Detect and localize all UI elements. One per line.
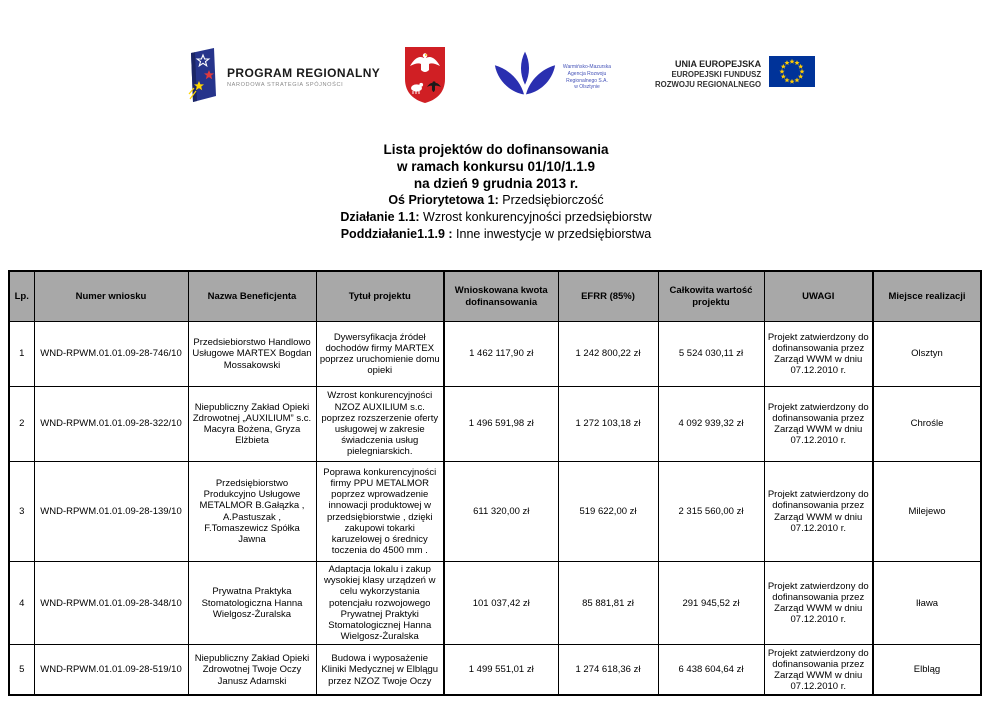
program-regionalny-title: PROGRAM REGIONALNY <box>227 65 381 80</box>
cell-efrr: 1 274 618,36 zł <box>558 645 658 696</box>
table-row <box>9 387 981 462</box>
cell-lp: 2 <box>9 387 34 462</box>
cell-nazwa-beneficjenta: Przedsiębiorstwo Produkcyjno Usługowe METALMOR B.Gałązka , A.Pastuszak , F.Tomaszewicz Spółka Jawna <box>188 462 316 562</box>
wmarr-line1: Warmińsko-Mazurska <box>562 64 612 70</box>
cell-calkowita-wartosc: 5 524 030,11 zł <box>658 322 764 387</box>
program-regionalny-subtitle: NARODOWA STRATEGIA SPÓJNOŚCI <box>227 82 344 89</box>
title-line-4 <box>0 192 992 209</box>
cell-numer-wniosku: WND-RPWM.01.01.09-28-322/10 <box>34 387 188 462</box>
cell-efrr: 519 622,00 zł <box>558 462 658 562</box>
cell-uwagi: Projekt zatwierdzony do dofinansowania przez Zarząd WWM w dniu 07.12.2010 r. <box>764 645 873 696</box>
dzialanie-value: Wzrost konkurencyjności przedsiębiorstw <box>419 210 652 224</box>
cell-calkowita-wartosc: 2 315 560,00 zł <box>658 462 764 562</box>
table-header-row <box>9 271 981 322</box>
eu-line1: UNIA EUROPEJSKA <box>674 58 762 69</box>
cell-lp: 3 <box>9 462 34 562</box>
wmarr-text <box>561 64 613 91</box>
cell-nazwa-beneficjenta: Niepubliczny Zakład Opieki Zdrowotnej Twoje Oczy Janusz Adamski <box>188 645 316 696</box>
cell-miejsce-realizacji: Iława <box>873 562 981 645</box>
title-line-2: w ramach konkursu 01/10/1.1.9 <box>396 159 596 174</box>
poddzialanie-value: Inne inwestycje w przedsiębiorstwa <box>452 227 652 241</box>
column-header-uwagi: UWAGI <box>764 271 873 322</box>
cell-tytul-projektu: Wzrost konkurencyjności NZOZ AUXILIUM s.c. poprzez rozszerzenie oferty usługowej w zakresie świadczenia usług pielegniarskich. <box>316 387 444 462</box>
table-row <box>9 462 981 562</box>
wmarr-leaf-icon <box>491 50 559 105</box>
eu-line3: ROZWOJU REGIONALNEGO <box>655 79 762 89</box>
eu-text <box>655 59 761 90</box>
poddzialanie-label: Poddziałanie1.1.9 : <box>340 227 453 241</box>
cell-miejsce-realizacji: Milejewo <box>873 462 981 562</box>
cell-numer-wniosku: WND-RPWM.01.01.09-28-348/10 <box>34 562 188 645</box>
title-line-6 <box>0 226 992 243</box>
logo-unia-europejska <box>655 56 815 92</box>
cell-wnioskowana-kwota: 1 499 551,01 zł <box>444 645 558 696</box>
column-header-nazwa-beneficjenta: Nazwa Beneficjenta <box>188 271 316 322</box>
column-header-efrr: EFRR (85%) <box>558 271 658 322</box>
cell-nazwa-beneficjenta: Przedsiebiorstwo Handlowo Usługowe MARTEX Bogdan Mossakowski <box>188 322 316 387</box>
title-line-5 <box>0 209 992 226</box>
column-header-tytul-projektu: Tytuł projektu <box>316 271 444 322</box>
program-regionalny-text <box>227 67 380 88</box>
cell-numer-wniosku: WND-RPWM.01.01.09-28-519/10 <box>34 645 188 696</box>
cell-wnioskowana-kwota: 1 462 117,90 zł <box>444 322 558 387</box>
document-title-block <box>0 141 992 243</box>
projects-table-container <box>8 270 982 696</box>
projects-table <box>8 270 982 696</box>
os-priorytetowa-value: Przedsiębiorczość <box>498 193 604 207</box>
title-line-1: Lista projektów do dofinansowania <box>383 142 609 157</box>
cell-numer-wniosku: WND-RPWM.01.01.09-28-746/10 <box>34 322 188 387</box>
cell-uwagi: Projekt zatwierdzony do dofinansowania przez Zarząd WWM w dniu 07.12.2010 r. <box>764 322 873 387</box>
title-line-3: na dzień 9 grudnia 2013 r. <box>413 176 579 191</box>
cell-miejsce-realizacji: Elbląg <box>873 645 981 696</box>
cell-uwagi: Projekt zatwierdzony do dofinansowania przez Zarząd WWM w dniu 07.12.2010 r. <box>764 562 873 645</box>
cell-uwagi: Projekt zatwierdzony do dofinansowania przez Zarząd WWM w dniu 07.12.2010 r. <box>764 387 873 462</box>
column-header-numer-wniosku: Numer wniosku <box>34 271 188 322</box>
column-header-lp: Lp. <box>9 271 34 322</box>
cell-lp: 5 <box>9 645 34 696</box>
cell-nazwa-beneficjenta: Prywatna Praktyka Stomatologiczna Hanna Wielgosz-Żuralska <box>188 562 316 645</box>
nss-flag-icon <box>188 47 218 108</box>
cell-wnioskowana-kwota: 101 037,42 zł <box>444 562 558 645</box>
cell-tytul-projektu: Dywersyfikacja źródeł dochodów firmy MARTEX poprzez uruchomienie domu opieki <box>316 322 444 387</box>
cell-efrr: 1 272 103,18 zł <box>558 387 658 462</box>
cell-lp: 1 <box>9 322 34 387</box>
cell-efrr: 85 881,81 zł <box>558 562 658 645</box>
column-header-calkowita-wartosc: Całkowita wartość projektu <box>658 271 764 322</box>
dzialanie-label: Działanie 1.1: <box>340 210 420 224</box>
eu-line2: EUROPEJSKI FUNDUSZ <box>671 69 762 79</box>
cell-calkowita-wartosc: 291 945,52 zł <box>658 562 764 645</box>
logo-program-regionalny <box>188 47 380 108</box>
cell-miejsce-realizacji: Chrośle <box>873 387 981 462</box>
wmarr-line2: Agencja Rozwoju Regionalnego S.A. <box>566 70 608 84</box>
cell-miejsce-realizacji: Olsztyn <box>873 322 981 387</box>
cell-wnioskowana-kwota: 1 496 591,98 zł <box>444 387 558 462</box>
table-row <box>9 322 981 387</box>
cell-numer-wniosku: WND-RPWM.01.01.09-28-139/10 <box>34 462 188 562</box>
wmarr-line3: w Olsztynie <box>574 84 600 91</box>
cell-tytul-projektu: Budowa i wyposażenie Kliniki Medycznej w Elblągu przez NZOZ Twoje Oczy <box>316 645 444 696</box>
column-header-wnioskowana-kwota: Wnioskowana kwota dofinansowania <box>444 271 558 322</box>
table-row <box>9 562 981 645</box>
column-header-miejsce-realizacji: Miejsce realizacji <box>873 271 981 322</box>
eu-flag-icon <box>769 56 815 92</box>
cell-calkowita-wartosc: 4 092 939,32 zł <box>658 387 764 462</box>
cell-uwagi: Projekt zatwierdzony do dofinansowania przez Zarząd WWM w dniu 07.12.2010 r. <box>764 462 873 562</box>
cell-calkowita-wartosc: 6 438 604,64 zł <box>658 645 764 696</box>
cell-nazwa-beneficjenta: Niepubliczny Zakład Opieki Zdrowotnej „AUXILIUM” s.c. Macyra Bożena, Gryza Elżbieta <box>188 387 316 462</box>
cell-tytul-projektu: Poprawa konkurencyjności firmy PPU METALMOR poprzez wprowadzenie innowacji produktowej w przedsiębiorstwie , dzięki zakupowi tokarki karuzelowej o średnicy toczenia do 4500 mm . <box>316 462 444 562</box>
cell-efrr: 1 242 800,22 zł <box>558 322 658 387</box>
coat-of-arms-icon <box>403 45 447 105</box>
cell-wnioskowana-kwota: 611 320,00 zł <box>444 462 558 562</box>
logo-wmarr <box>491 50 613 105</box>
logo-coat-of-arms-warmia-mazury <box>403 45 447 110</box>
cell-lp: 4 <box>9 562 34 645</box>
table-row <box>9 645 981 696</box>
cell-tytul-projektu: Adaptacja lokalu i zakup wysokiej klasy urządzeń w celu wykorzystania potencjału rozwojowego Prywatnej Praktyki Stomatologicznej Hanna Wielgosz-Żuralska <box>316 562 444 645</box>
os-priorytetowa-label: Oś Priorytetowa 1: <box>388 193 499 207</box>
